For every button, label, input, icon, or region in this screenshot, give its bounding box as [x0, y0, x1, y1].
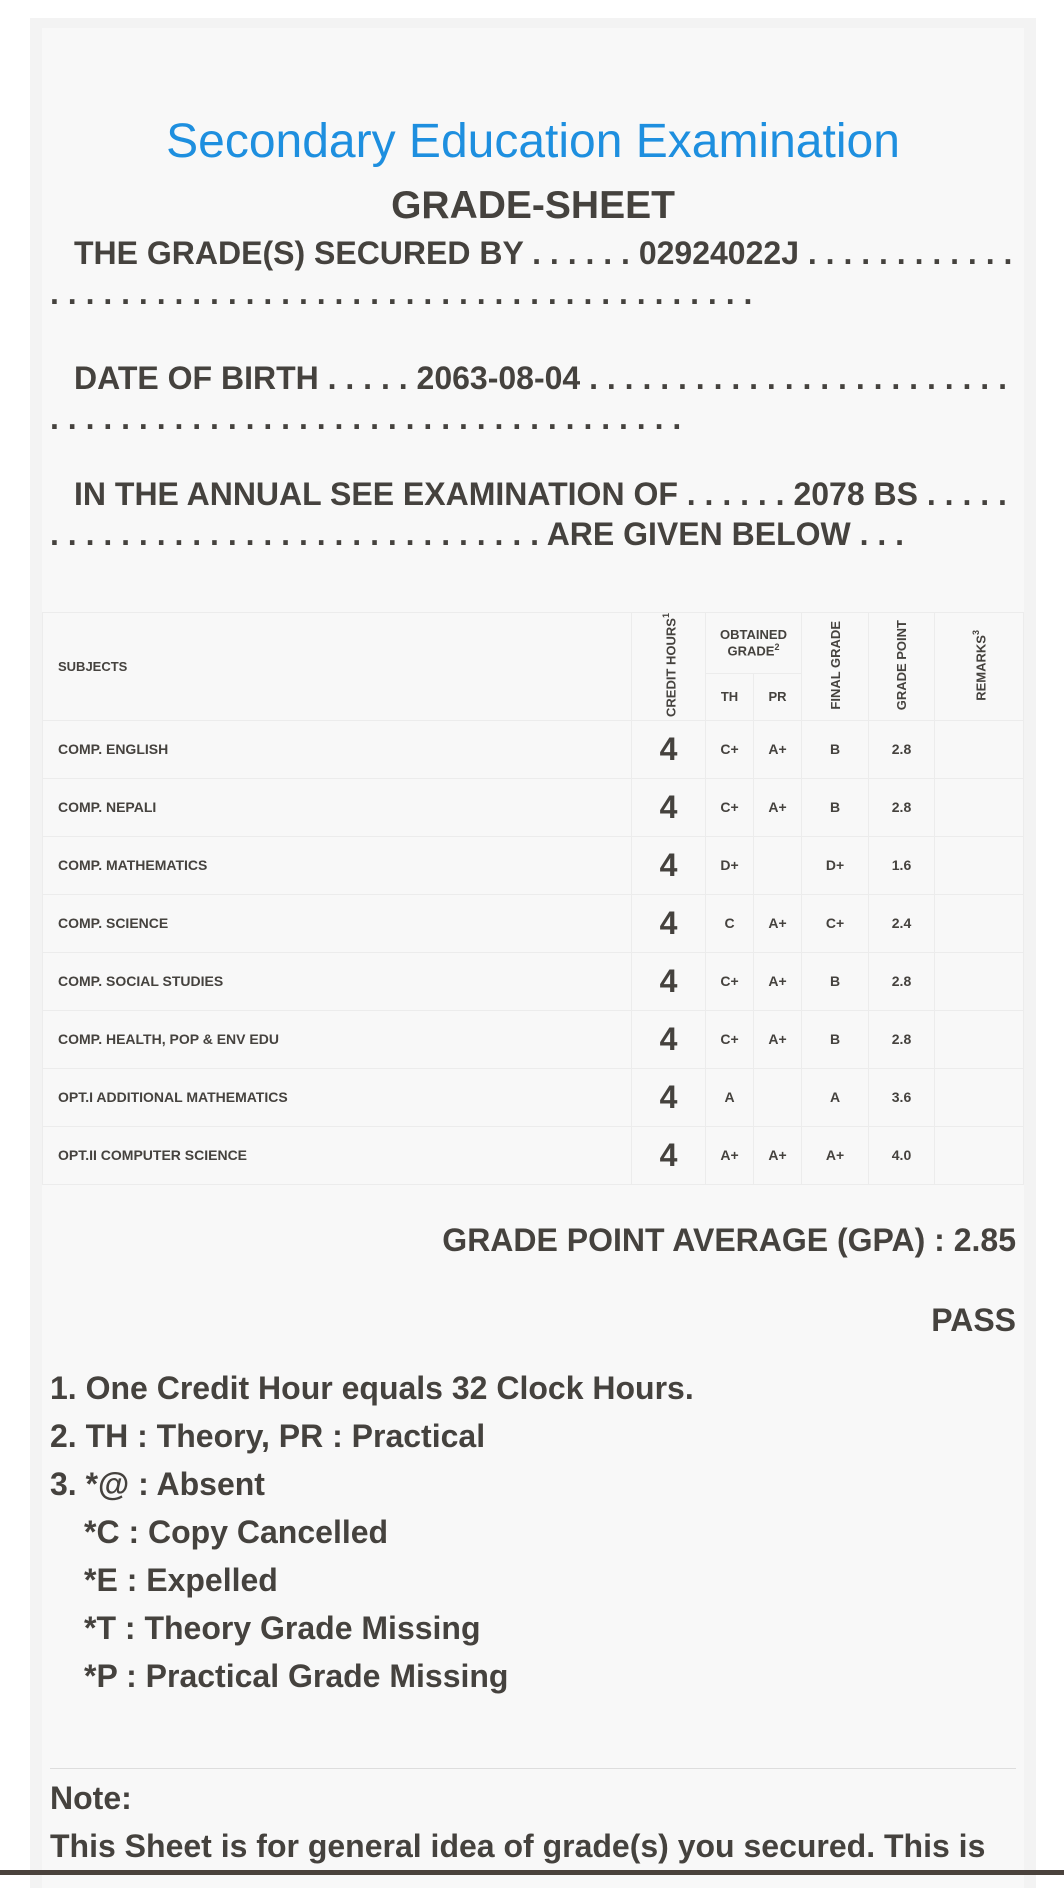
result-status: PASS — [931, 1302, 1016, 1338]
table-row — [43, 894, 1024, 952]
grade-point-cell: 2.8 — [869, 952, 935, 1010]
credit-cell: 4 — [632, 1010, 706, 1068]
divider — [50, 1768, 1016, 1769]
credit-cell: 4 — [632, 894, 706, 952]
final-grade-cell: B — [802, 778, 869, 836]
legend-item: 3. *@ : Absent — [50, 1466, 265, 1502]
th-grade-cell: C — [706, 894, 754, 952]
header-grade-point: GRADE POINT — [869, 613, 935, 721]
legend-item: *E : Expelled — [84, 1562, 278, 1598]
grade-sheet-panel — [42, 28, 1024, 1888]
credit-cell: 4 — [632, 778, 706, 836]
credit-cell: 4 — [632, 952, 706, 1010]
final-grade-cell: D+ — [802, 836, 869, 894]
remarks-cell — [935, 894, 1024, 952]
th-grade-cell: D+ — [706, 836, 754, 894]
note-text: This Sheet is for general idea of grade(s) you secured. This is — [50, 1828, 986, 1864]
pr-grade-cell — [754, 1068, 802, 1126]
subject-cell: COMP. SOCIAL STUDIES — [43, 952, 632, 1010]
th-grade-cell: C+ — [706, 778, 754, 836]
grade-point-cell: 4.0 — [869, 1126, 935, 1184]
header-subjects: SUBJECTS — [43, 613, 632, 721]
final-grade-cell: B — [802, 1010, 869, 1068]
subject-cell: COMP. NEPALI — [43, 778, 632, 836]
legend-item: *C : Copy Cancelled — [84, 1514, 389, 1550]
final-grade-cell: A+ — [802, 1126, 869, 1184]
subject-cell: COMP. SCIENCE — [43, 894, 632, 952]
header-final-grade: FINAL GRADE — [802, 613, 869, 721]
grade-point-cell: 2.8 — [869, 778, 935, 836]
subject-cell: OPT.II COMPUTER SCIENCE — [43, 1126, 632, 1184]
grade-point-cell: 2.8 — [869, 1010, 935, 1068]
final-grade-cell: B — [802, 952, 869, 1010]
table-row — [43, 778, 1024, 836]
header-obtained-grade: OBTAINED GRADE$^2$ — [706, 613, 802, 674]
th-grade-cell: A — [706, 1068, 754, 1126]
table-row — [43, 1126, 1024, 1184]
gpa: GRADE POINT AVERAGE (GPA) : 2.85 — [442, 1222, 1016, 1258]
pr-grade-cell: A+ — [754, 1126, 802, 1184]
subject-cell: COMP. HEALTH, POP & ENV EDU — [43, 1010, 632, 1068]
exam-line: IN THE ANNUAL SEE EXAMINATION OF . . . . . . 2078 BS . . . . . . . . . . . . . . . . . . . . . . . . . . . . . . . . . ARE GIVEN BELOW . . . — [50, 476, 1007, 552]
header-pr: PR — [754, 674, 802, 721]
pr-grade-cell: A+ — [754, 894, 802, 952]
grade-point-cell: 2.4 — [869, 894, 935, 952]
final-grade-cell: B — [802, 720, 869, 778]
pr-grade-cell: A+ — [754, 778, 802, 836]
subject-cell: COMP. MATHEMATICS — [43, 836, 632, 894]
credit-cell: 4 — [632, 836, 706, 894]
credit-cell: 4 — [632, 1068, 706, 1126]
remarks-cell — [935, 720, 1024, 778]
credit-cell: 4 — [632, 1126, 706, 1184]
remarks-cell — [935, 1068, 1024, 1126]
legend-list — [50, 1364, 694, 1700]
grades-table — [42, 612, 1024, 1185]
pr-grade-cell: A+ — [754, 1010, 802, 1068]
table-row — [43, 1068, 1024, 1126]
secured-by-line: THE GRADE(S) SECURED BY . . . . . . 02924022J . . . . . . . . . . . . . . . . . . . . . . . . . . . . . . . . . . . . . . . . . . . . . . . . . . . . — [50, 235, 1013, 311]
pr-grade-cell: A+ — [754, 720, 802, 778]
remarks-cell — [935, 1126, 1024, 1184]
subject-cell: COMP. ENGLISH — [43, 720, 632, 778]
final-grade-cell: C+ — [802, 894, 869, 952]
remarks-cell — [935, 836, 1024, 894]
table-row — [43, 836, 1024, 894]
remarks-cell — [935, 778, 1024, 836]
table-row — [43, 720, 1024, 778]
header-credit-hours: CREDIT HOURS$^1$ — [632, 613, 706, 721]
final-grade-cell: A — [802, 1068, 869, 1126]
dob-line: DATE OF BIRTH . . . . . 2063-08-04 . . . . . . . . . . . . . . . . . . . . . . . . . . . . . . . . . . . . . . . . . . . . . . . . . . . . . . . . . . . . — [50, 360, 1007, 436]
header-th: TH — [706, 674, 754, 721]
table-row — [43, 952, 1024, 1010]
legend-item: *P : Practical Grade Missing — [84, 1658, 509, 1694]
note-heading: Note: — [50, 1780, 132, 1816]
remarks-cell — [935, 952, 1024, 1010]
credit-cell: 4 — [632, 720, 706, 778]
grade-point-cell: 3.6 — [869, 1068, 935, 1126]
pr-grade-cell — [754, 836, 802, 894]
table-row — [43, 1010, 1024, 1068]
header-remarks: REMARKS$^3$ — [935, 613, 1024, 721]
remarks-cell — [935, 1010, 1024, 1068]
grade-point-cell: 1.6 — [869, 836, 935, 894]
th-grade-cell: C+ — [706, 952, 754, 1010]
legend-item: 1. One Credit Hour equals 32 Clock Hours. — [50, 1370, 694, 1406]
th-grade-cell: A+ — [706, 1126, 754, 1184]
grade-point-cell: 2.8 — [869, 720, 935, 778]
pr-grade-cell: A+ — [754, 952, 802, 1010]
th-grade-cell: C+ — [706, 720, 754, 778]
exam-title: Secondary Education Examination — [166, 115, 900, 168]
legend-item: 2. TH : Theory, PR : Practical — [50, 1418, 486, 1454]
legend-item: *T : Theory Grade Missing — [84, 1610, 481, 1646]
th-grade-cell: C+ — [706, 1010, 754, 1068]
sheet-title: GRADE-SHEET — [391, 184, 675, 227]
grade-sheet-card — [30, 18, 1036, 1888]
subject-cell: OPT.I ADDITIONAL MATHEMATICS — [43, 1068, 632, 1126]
bottom-bar — [0, 1870, 1064, 1875]
